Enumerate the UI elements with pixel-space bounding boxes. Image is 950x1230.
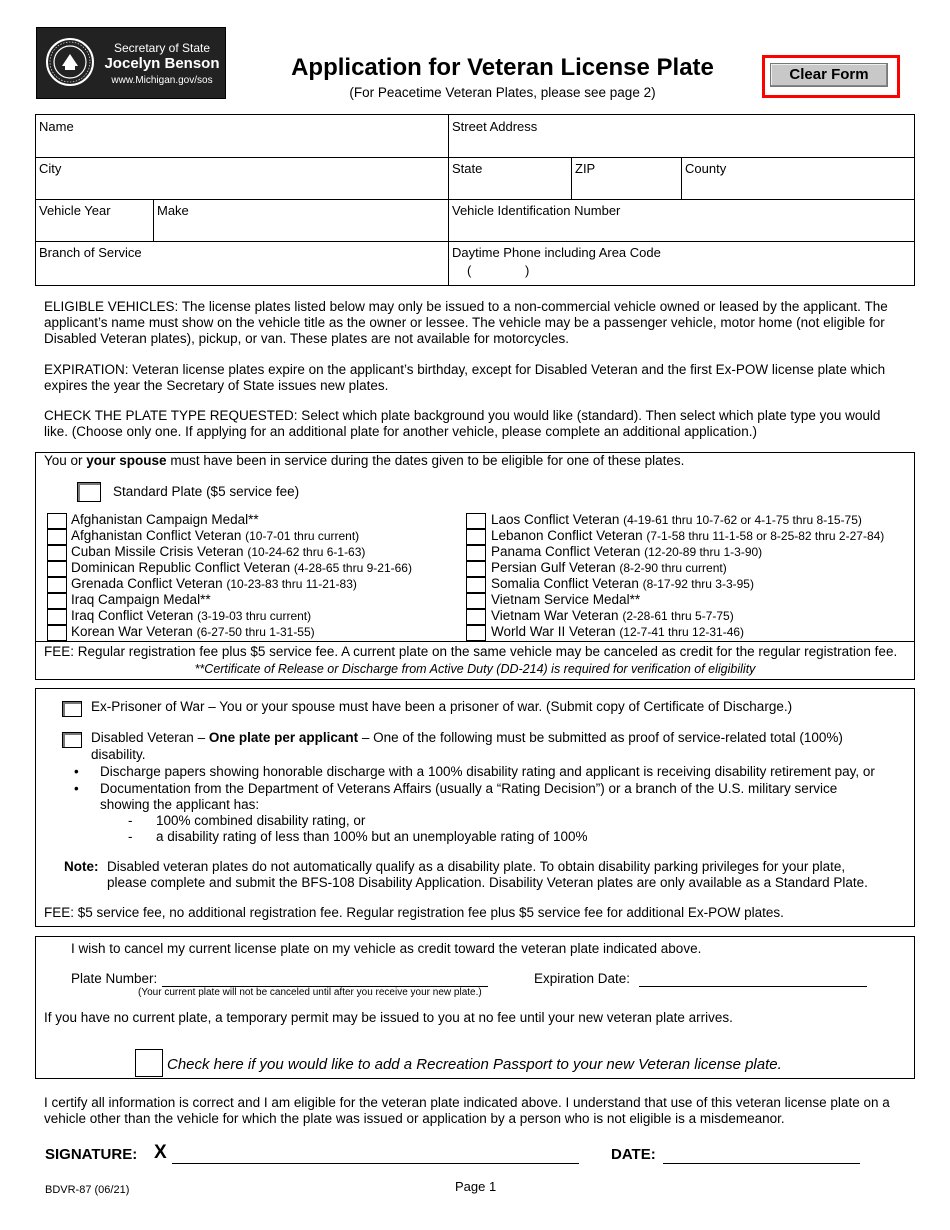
- disabled-veteran-checkbox[interactable]: [62, 732, 82, 748]
- date-input[interactable]: [663, 1146, 860, 1164]
- plate-name: Somalia Conflict Veteran: [491, 576, 639, 591]
- right-plate-checkbox[interactable]: [466, 609, 486, 625]
- recreation-passport-checkbox[interactable]: [135, 1049, 163, 1077]
- right-plate-option: [491, 576, 754, 591]
- plate-number-label: Plate Number:: [71, 971, 158, 986]
- form-title: Application for Veteran License Plate: [291, 54, 714, 81]
- special-fee-text: FEE: $5 service fee, no additional registration fee. Regular registration fee plus $5 service fee for additional Ex-POW plates.: [44, 905, 784, 920]
- branch-of-service-field[interactable]: Branch of Service: [39, 245, 142, 260]
- right-plate-checkbox[interactable]: [466, 529, 486, 545]
- plate-dates: (12-7-41 thru 12-31-46): [619, 625, 745, 639]
- expiration-text: EXPIRATION: Veteran license plates expire on the applicant’s birthday, except for Disabled Veteran and the first Ex-POW license plate which expires the year the Secretary of State issues new plates.: [44, 362, 886, 393]
- date-label: DATE:: [611, 1146, 656, 1163]
- disabled-veteran-text: Disabled Veteran – One plate per applicant – One of the following must be submitted as proof of service-related total (100%): [91, 730, 843, 745]
- plate-name: Panama Conflict Veteran: [491, 544, 641, 559]
- left-plate-option: [71, 576, 357, 591]
- county-field[interactable]: County: [685, 161, 727, 176]
- plate-dates: (10-7-01 thru current): [245, 529, 360, 543]
- plate-type-section: [35, 452, 915, 680]
- plate-name: Vietnam War Veteran: [491, 608, 619, 623]
- plate-dates: (10-23-83 thru 11-21-83): [226, 577, 357, 591]
- vehicle-year-field[interactable]: Vehicle Year: [39, 203, 111, 218]
- eligibility-intro: You or your spouse must have been in service during the dates given to be eligible for one of these plates.: [44, 453, 685, 468]
- make-field[interactable]: Make: [157, 203, 189, 218]
- standard-plate-checkbox[interactable]: [77, 482, 101, 502]
- plate-dates: (2-28-61 thru 5-7-75): [622, 609, 734, 623]
- disabled-veteran-cont: disability.: [91, 747, 146, 762]
- plate-name: Lebanon Conflict Veteran: [491, 528, 643, 543]
- plate-number-input[interactable]: [162, 971, 488, 987]
- dash-unemployable-rating: a disability rating of less than 100% but an unemployable rating of 100%: [156, 829, 588, 844]
- right-plate-option: [491, 544, 762, 559]
- right-plate-option: [491, 560, 727, 575]
- michigan-seal-icon: [45, 36, 95, 88]
- form-id: BDVR-87 (06/21): [45, 1184, 130, 1196]
- signature-x-mark: X: [154, 1142, 167, 1163]
- right-plate-option: [491, 512, 862, 527]
- bullet-va-documentation-cont: showing the applicant has:: [100, 797, 260, 812]
- note-line-1: Disabled veteran plates do not automatically qualify as a disability plate. To obtain disability parking privileges for your plate,: [107, 859, 846, 874]
- left-plate-checkbox[interactable]: [47, 513, 67, 529]
- page-number: Page 1: [455, 1179, 497, 1194]
- name-field[interactable]: Name: [39, 119, 74, 134]
- plate-name: Persian Gulf Veteran: [491, 560, 616, 575]
- expiration-date-label: Expiration Date:: [534, 971, 631, 986]
- plate-dates: (12-20-89 thru 1-3-90): [644, 545, 763, 559]
- plate-dates: (4-19-61 thru 10-7-62 or 4-1-75 thru 8-15-75): [623, 513, 862, 527]
- left-plate-checkbox[interactable]: [47, 529, 67, 545]
- right-plate-option: [491, 624, 744, 639]
- note-line-2: please complete and submit the BFS-108 Disability Application. Disability Veteran plates are only available as a Standard Plate.: [107, 875, 868, 890]
- plate-name: Grenada Conflict Veteran: [71, 576, 223, 591]
- street-address-field[interactable]: Street Address: [452, 119, 538, 134]
- left-plate-checkbox[interactable]: [47, 625, 67, 641]
- logo-line-name: Jocelyn Benson: [104, 55, 220, 72]
- phone-paren-close: ): [525, 263, 530, 278]
- cancel-plate-section: [35, 936, 915, 1079]
- plate-dates: (8-17-92 thru 3-3-95): [642, 577, 754, 591]
- plate-dates: (4-28-65 thru 9-21-66): [293, 561, 412, 575]
- signature-label: SIGNATURE:: [45, 1146, 138, 1163]
- right-plate-checkbox[interactable]: [466, 593, 486, 609]
- plate-dates: (6-27-50 thru 1-31-55): [196, 625, 315, 639]
- dash-combined-rating: 100% combined disability rating, or: [156, 813, 366, 828]
- plate-number-note: (Your current plate will not be canceled until after you receive your new plate.): [138, 987, 482, 998]
- left-plate-checkbox[interactable]: [47, 577, 67, 593]
- ex-pow-checkbox[interactable]: [62, 701, 82, 717]
- recreation-passport-text: Check here if you would like to add a Recreation Passport to your new Veteran license plate.: [167, 1056, 782, 1073]
- form-subtitle: (For Peacetime Veteran Plates, please see page 2): [349, 85, 656, 100]
- left-plate-checkbox[interactable]: [47, 609, 67, 625]
- plate-dates: (3-19-03 thru current): [197, 609, 312, 623]
- left-plate-option: [71, 592, 211, 607]
- plate-name: Dominican Republic Conflict Veteran: [71, 560, 291, 575]
- expiration-date-input[interactable]: [639, 971, 867, 987]
- right-plate-checkbox[interactable]: [466, 577, 486, 593]
- right-plate-option: [491, 608, 734, 623]
- plate-name: Korean War Veteran: [71, 624, 193, 639]
- right-plate-checkbox[interactable]: [466, 625, 486, 641]
- bullet-discharge-papers: Discharge papers showing honorable discharge with a 100% disability rating and applicant is receiving disability retirement pay, or: [100, 764, 875, 779]
- zip-field[interactable]: ZIP: [575, 161, 596, 176]
- left-plate-option: [71, 624, 315, 639]
- bullet-va-documentation: Documentation from the Department of Veterans Affairs (usually a “Rating Decision”) or a branch of the U.S. military service: [100, 781, 838, 796]
- daytime-phone-field[interactable]: Daytime Phone including Area Code: [452, 245, 661, 260]
- right-plate-option: [491, 592, 640, 607]
- regular-fee-text: FEE: Regular registration fee plus $5 service fee. A current plate on the same vehicle may be canceled as credit for the regular registration fee.: [44, 644, 898, 659]
- plate-dates: (8-2-90 thru current): [619, 561, 727, 575]
- plate-name: Iraq Campaign Medal**: [71, 592, 211, 607]
- certificate-note: **Certificate of Release or Discharge from Active Duty (DD-214) is required for verification of eligibility: [194, 662, 756, 676]
- vin-field[interactable]: Vehicle Identification Number: [452, 203, 621, 218]
- signature-input[interactable]: [172, 1146, 579, 1164]
- cancel-intro: I wish to cancel my current license plate on my vehicle as credit toward the veteran plate indicated above.: [71, 941, 702, 956]
- special-plates-section: Ex-Prisoner of War – You or your spouse must have been a prisoner of war. (Submit copy of Certificate of Discharge.) Disabled Veteran – One plate per applicant – One of the following must be submitted as proof of service-related total (100%) disability. • Discharge papers showing honorable discharge with a 100% disability rating and applicant is receiving disability retirement pay, or • Documentation from the Department of Veterans Affairs (usually a “Rating Decision”) or a branch of the U.S. military service showing the applicant has: - 100% combined disability rating, or - a disability rating of less than 100% but an unemployable rating of 100% Note: Disabled veteran plates do not automatically qualify as a disability plate. To obtain disability parking privileges for your plate, please complete and submit the BFS-108 Disability Application. Disability Veteran plates are only available as a Standard Plate. FEE: $5 service fee, no additional registration fee. Regular registration fee plus $5 service fee for additional Ex-POW plates.: [35, 688, 915, 927]
- note-label: Note:: [64, 859, 99, 874]
- applicant-info-grid: [35, 114, 915, 286]
- temporary-permit-text: If you have no current plate, a temporary permit may be issued to you at no fee until your new veteran plate arrives.: [44, 1010, 733, 1025]
- plate-name: Iraq Conflict Veteran: [71, 608, 194, 623]
- plate-dates: (7-1-58 thru 11-1-58 or 8-25-82 thru 2-27-84): [646, 529, 885, 543]
- plate-dates: (10-24-62 thru 6-1-63): [247, 545, 366, 559]
- right-plate-checkbox[interactable]: [466, 513, 486, 529]
- left-plate-checkbox[interactable]: [47, 593, 67, 609]
- city-field[interactable]: City: [39, 161, 62, 176]
- plate-name: Cuban Missile Crisis Veteran: [71, 544, 244, 559]
- logo-url: www.Michigan.gov/sos: [111, 75, 213, 86]
- right-plate-option: [491, 528, 884, 543]
- left-plate-option: [71, 544, 365, 559]
- right-plate-checkbox[interactable]: [466, 561, 486, 577]
- logo-line-secretary: Secretary of State: [113, 41, 211, 55]
- standard-plate-label: Standard Plate ($5 service fee): [113, 484, 300, 499]
- plate-name: World War II Veteran: [491, 624, 616, 639]
- certification-text: I certify all information is correct and I am eligible for the veteran plate indicated above. I understand that use of this veteran license plate on a vehicle other than the vehicle for which the plate was issued or application by a person who is not eligible is a misdemeanor.: [44, 1095, 890, 1126]
- right-plate-checkbox[interactable]: [466, 545, 486, 561]
- plate-name: Afghanistan Campaign Medal**: [71, 512, 259, 527]
- sos-logo: [36, 27, 226, 99]
- left-plate-option: [71, 528, 359, 543]
- clear-form-button[interactable]: Clear Form: [770, 63, 888, 87]
- eligible-vehicles-text: ELIGIBLE VEHICLES: The license plates listed below may only be issued to a non-commercial vehicle owned or leased by the applicant. The applicant’s name must show on the vehicle title as the owner or lessee. The vehicle may be a passenger vehicle, motor home (not eligible for Disabled Veteran plates), pickup, or van. These plates are not available for motorcycles.: [44, 299, 888, 346]
- plate-name: Laos Conflict Veteran: [491, 512, 620, 527]
- left-plate-checkbox[interactable]: [47, 561, 67, 577]
- phone-paren-open: (: [467, 263, 472, 278]
- plate-name: Afghanistan Conflict Veteran: [71, 528, 242, 543]
- left-plate-checkbox[interactable]: [47, 545, 67, 561]
- check-plate-type-text: CHECK THE PLATE TYPE REQUESTED: Select which plate background you would like (standard). Then select which plate type you would like. (Choose only one. If applying for an additional plate for another vehicle, please complete an additional application.): [44, 408, 881, 439]
- ex-pow-text: Ex-Prisoner of War – You or your spouse must have been a prisoner of war. (Submit copy of Certificate of Discharge.): [91, 699, 793, 714]
- clear-form-frame: [762, 55, 900, 98]
- left-plate-option: [71, 560, 412, 575]
- left-plate-option: [71, 512, 259, 527]
- state-field[interactable]: State: [452, 161, 483, 176]
- left-plate-option: [71, 608, 311, 623]
- plate-name: Vietnam Service Medal**: [491, 592, 641, 607]
